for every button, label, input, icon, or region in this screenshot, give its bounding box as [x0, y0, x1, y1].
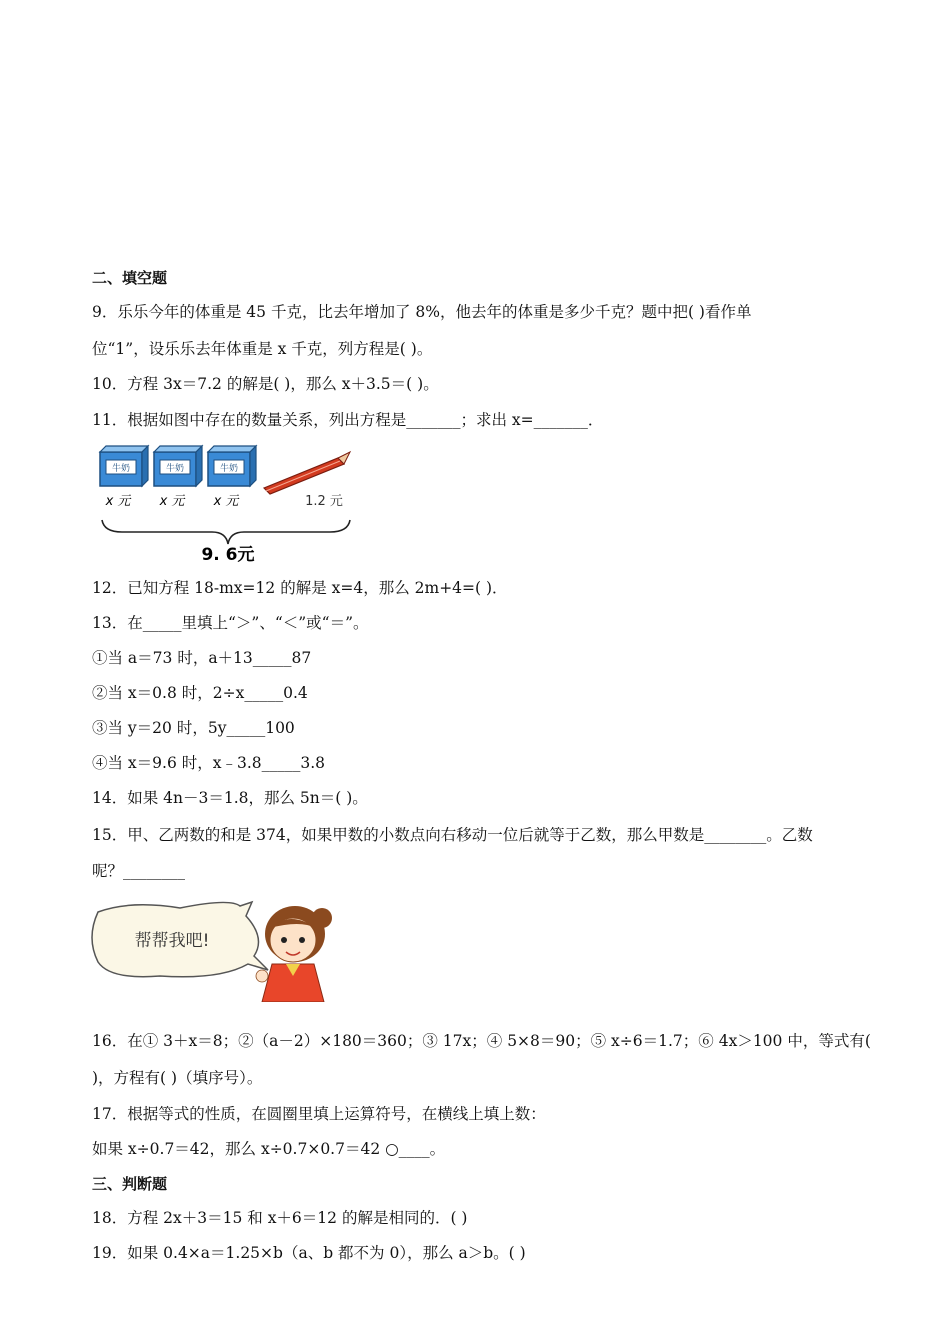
box-price-label-1: x 元 — [105, 494, 131, 509]
question-13-item-1: ①当 a＝73 时，a＋13_____87 — [92, 649, 312, 667]
question-10: 10．方程 3x＝7.2 的解是( )，那么 x＋3.5＝( )。 — [92, 375, 439, 393]
question-16-line-2: )，方程有( )（填序号）。 — [92, 1069, 263, 1087]
milk-box-1 — [100, 446, 148, 486]
section-heading-true-false: 三、判断题 — [92, 1175, 168, 1193]
box-price-label-3: x 元 — [213, 494, 239, 509]
milk-box-2 — [154, 446, 202, 486]
question-13-item-3: ③当 y＝20 时，5y_____100 — [92, 719, 295, 737]
question-9-line-1: 9．乐乐今年的体重是 45 千克，比去年增加了 8%，他去年的体重是多少千克？题中把( )看作单 — [92, 303, 752, 321]
girl-icon — [256, 906, 332, 1002]
speech-bubble-text: 帮帮我吧! — [134, 931, 210, 951]
question-13-item-4: ④当 x＝9.6 时，x﹣3.8_____3.8 — [92, 754, 326, 772]
pen-icon — [264, 452, 350, 494]
question-12: 12．已知方程 18-mx=12 的解是 x=4，那么 2m+4=( )． — [92, 579, 508, 597]
question-14: 14．如果 4n－3＝1.8，那么 5n＝( )。 — [92, 789, 368, 807]
help-me-figure — [90, 898, 340, 1002]
question-13-item-2: ②当 x＝0.8 时，2÷x_____0.4 — [92, 684, 308, 702]
milk-boxes-pen-figure — [92, 442, 362, 568]
total-price-label: 9. 6元 — [201, 545, 255, 565]
question-15-line-1: 15．甲、乙两数的和是 374，如果甲数的小数点向右移动一位后就等于乙数，那么甲数是________。乙数 — [92, 826, 813, 844]
question-9-line-2: 位“1”，设乐乐去年体重是 x 千克，列方程是( )。 — [92, 340, 433, 358]
section-heading-fill-in: 二、填空题 — [92, 269, 168, 287]
milk-box-1-text: 牛奶 — [111, 464, 131, 474]
question-16-line-1: 16．在① 3＋x＝8；②（a－2）×180＝360；③ 17x；④ 5×8＝90；⑤ x÷6＝1.7；⑥ 4x＞100 中，等式有( — [92, 1032, 871, 1050]
total-brace — [102, 520, 350, 544]
milk-box-3 — [208, 446, 256, 486]
question-11: 11．根据如图中存在的数量关系，列出方程是_______；求出 x=_______． — [92, 411, 604, 429]
pen-price-label: 1.2 元 — [305, 494, 343, 509]
question-18: 18．方程 2x＋3＝15 和 x＋6＝12 的解是相同的．( ) — [92, 1209, 468, 1227]
question-19: 19．如果 0.4×a＝1.25×b（a、b 都不为 0），那么 a＞b。( ) — [92, 1244, 526, 1262]
question-15-line-2: 呢？________ — [92, 862, 186, 880]
box-price-label-2: x 元 — [159, 494, 185, 509]
milk-box-3-text: 牛奶 — [219, 464, 239, 474]
question-13: 13．在_____里填上“＞”、“＜”或“＝”。 — [92, 614, 369, 632]
question-17-line-2: 如果 x÷0.7＝42，那么 x÷0.7×0.7＝42 ○____。 — [92, 1140, 446, 1158]
question-17-line-1: 17．根据等式的性质，在圆圈里填上运算符号，在横线上填上数： — [92, 1105, 546, 1123]
milk-box-2-text: 牛奶 — [165, 464, 185, 474]
